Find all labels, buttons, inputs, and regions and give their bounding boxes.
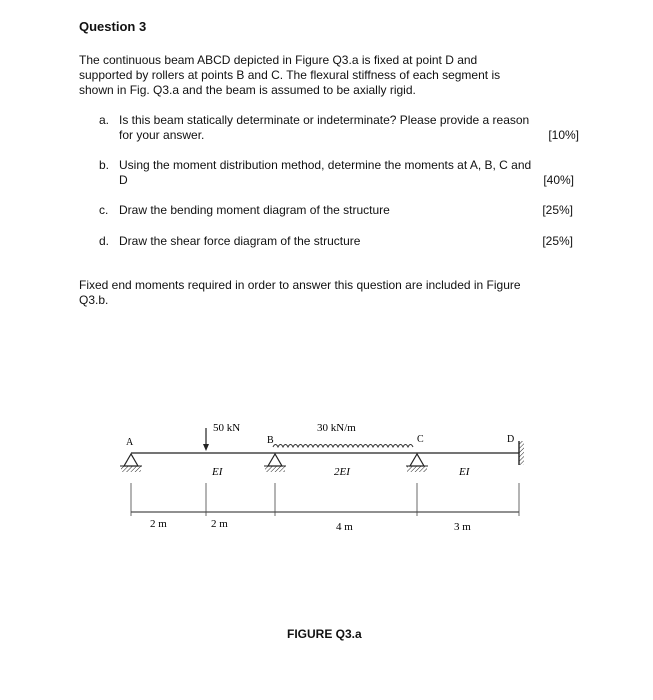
dimension-1: 2 m [150,518,167,530]
part-label: b. [99,158,110,172]
part-marks: [10%] [548,128,579,142]
note-line: Fixed end moments required in order to answer this question are included in Figure [79,278,521,292]
intro-line: shown in Fig. Q3.a and the beam is assumed to be axially rigid. [79,83,416,97]
part-text: for your answer. [119,128,205,142]
dimension-3: 4 m [336,521,353,533]
part-label: a. [99,113,110,127]
point-load-label: 50 kN [213,422,241,434]
part-marks: [25%] [542,234,573,248]
dimension-4: 3 m [454,521,471,533]
stiffness-cd: EI [459,466,470,478]
part-text: Draw the shear force diagram of the structure [119,234,361,248]
figure-caption: FIGURE Q3.a [287,627,362,641]
udl-label: 30 kN/m [317,422,356,434]
stiffness-ab: EI [212,466,223,478]
label-b: B [267,435,274,446]
label-c: C [417,434,424,445]
note-line: Q3.b. [79,293,109,307]
dimension-line [131,483,519,516]
label-d: D [507,434,515,445]
support-d [519,441,524,465]
point-load-arrow [203,428,209,451]
part-text: Is this beam statically determinate or indeterminate? Please provide a reason [119,113,530,127]
stiffness-bc: 2EI [334,466,350,478]
support-a [120,454,142,472]
part-marks: [25%] [542,203,573,217]
part-marks: [40%] [543,173,574,187]
part-text: Draw the bending moment diagram of the structure [119,203,390,217]
label-a: A [126,437,134,448]
part-text: Using the moment distribution method, determine the moments at A, B, C and [119,158,532,172]
part-label: d. [99,234,110,248]
support-b [264,454,286,472]
support-c [406,454,428,472]
part-label: c. [99,203,109,217]
udl-load [273,445,413,448]
dimension-2: 2 m [211,518,228,530]
intro-line: supported by rollers at points B and C. The flexural stiffness of each segment is [79,68,501,82]
part-text: D [119,173,128,187]
question-title: Question 3 [79,19,147,34]
intro-line: The continuous beam ABCD depicted in Figure Q3.a is fixed at point D and [79,53,478,67]
